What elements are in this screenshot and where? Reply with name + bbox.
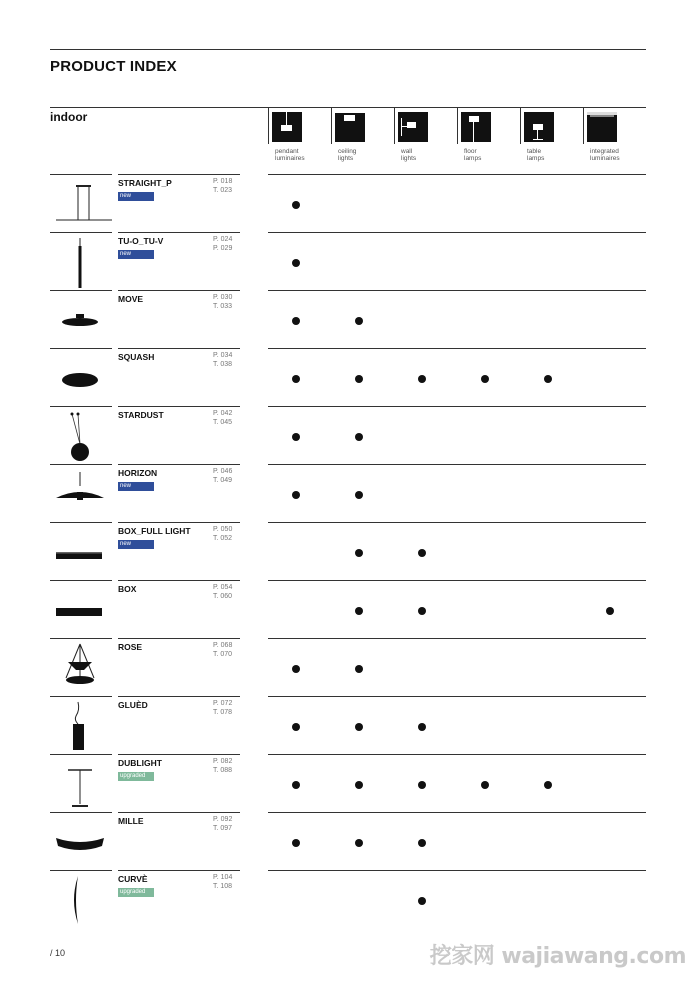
availability-dot: [292, 491, 300, 499]
category-label: [527, 148, 544, 162]
product-image: [50, 758, 112, 812]
row-rule-left: [50, 348, 112, 349]
row-rule-middle: [118, 696, 240, 697]
page-reference-2: T. 038: [213, 361, 233, 368]
category-label: [401, 148, 416, 162]
availability-dot: [544, 781, 552, 789]
category-label-line2: luminaires: [590, 155, 620, 162]
availability-dot: [418, 839, 426, 847]
page-reference-2: P. 029: [213, 245, 233, 252]
row-rule-left: [50, 754, 112, 755]
page-reference-1: P. 030: [213, 294, 233, 301]
availability-dot: [355, 839, 363, 847]
product-name: SQUASH: [118, 352, 155, 362]
row-rule-middle: [118, 812, 240, 813]
page-reference: [213, 409, 232, 427]
availability-dot: [292, 201, 300, 209]
category-separator: [583, 108, 584, 144]
status-badge: new: [118, 482, 154, 491]
page-reference-1: P. 082: [213, 758, 233, 765]
section-heading: indoor: [50, 110, 88, 124]
availability-dot: [418, 897, 426, 905]
product-image: [50, 526, 112, 580]
category-label-line2: lights: [401, 155, 417, 162]
product-name: TU-O_TU-V: [118, 236, 164, 246]
page-reference: [213, 293, 232, 311]
availability-dot: [292, 317, 300, 325]
row-rule-right: [268, 232, 646, 233]
page-reference-1: P. 072: [213, 700, 233, 707]
category-separator: [520, 108, 521, 144]
availability-dot: [355, 317, 363, 325]
status-badge: upgraded: [118, 772, 154, 781]
product-name: ROSE: [118, 642, 143, 652]
availability-dot: [544, 375, 552, 383]
page-reference-1: P. 042: [213, 410, 233, 417]
category-separator: [394, 108, 395, 144]
row-rule-middle: [118, 232, 240, 233]
category-label-line1: integrated: [590, 148, 619, 155]
row-rule-middle: [118, 348, 240, 349]
product-name: BOX: [118, 584, 137, 594]
availability-dot: [418, 607, 426, 615]
page-reference-1: P. 050: [213, 526, 233, 533]
product-name: HORIZON: [118, 468, 158, 478]
page-reference: [213, 699, 232, 717]
page-reference-2: T. 045: [213, 419, 233, 426]
product-name: GLUÈD: [118, 700, 148, 710]
row-rule-right: [268, 754, 646, 755]
availability-dot: [292, 375, 300, 383]
row-rule-right: [268, 406, 646, 407]
row-rule-middle: [118, 290, 240, 291]
availability-dot: [292, 259, 300, 267]
row-rule-right: [268, 174, 646, 175]
product-image: [50, 642, 112, 696]
page-reference-2: T. 070: [213, 651, 233, 658]
page-reference-1: P. 024: [213, 236, 233, 243]
status-badge: new: [118, 192, 154, 201]
row-rule-left: [50, 290, 112, 291]
category-separator: [268, 108, 269, 144]
page-reference-2: T. 108: [213, 883, 233, 890]
page-reference-2: T. 023: [213, 187, 233, 194]
availability-dot: [292, 839, 300, 847]
section-rule: [50, 107, 646, 108]
category-label-line2: luminaires: [275, 155, 305, 162]
status-badge: new: [118, 540, 154, 549]
product-name: DUBLIGHT: [118, 758, 162, 768]
top-rule: [50, 49, 646, 50]
page-reference-1: P. 068: [213, 642, 233, 649]
page-reference-2: T. 049: [213, 477, 233, 484]
availability-dot: [292, 433, 300, 441]
product-image: [50, 816, 112, 870]
availability-dot: [418, 375, 426, 383]
page-reference-2: T. 052: [213, 535, 233, 542]
page-reference: [213, 525, 232, 543]
availability-dot: [292, 665, 300, 673]
ceiling-icon: [335, 112, 365, 142]
availability-dot: [481, 375, 489, 383]
page-reference: [213, 467, 232, 485]
availability-dot: [355, 665, 363, 673]
availability-dot: [355, 607, 363, 615]
category-label: [590, 148, 620, 162]
availability-dot: [418, 723, 426, 731]
category-label-line2: lamps: [527, 155, 545, 162]
row-rule-middle: [118, 754, 240, 755]
page-reference: [213, 351, 232, 369]
availability-dot: [292, 781, 300, 789]
row-rule-left: [50, 406, 112, 407]
page-number: / 10: [50, 948, 66, 958]
page-reference-1: P. 034: [213, 352, 233, 359]
page-title: PRODUCT INDEX: [50, 58, 177, 75]
availability-dot: [355, 433, 363, 441]
product-image: [50, 294, 112, 348]
page-reference: [213, 583, 232, 601]
category-label: [464, 148, 481, 162]
category-label-line1: floor: [464, 148, 477, 155]
status-badge: upgraded: [118, 888, 154, 897]
product-name: BOX_FULL LIGHT: [118, 526, 191, 536]
page-reference-2: T. 088: [213, 767, 233, 774]
row-rule-right: [268, 870, 646, 871]
integrated-icon: [587, 112, 617, 142]
row-rule-middle: [118, 464, 240, 465]
row-rule-left: [50, 522, 112, 523]
row-rule-middle: [118, 174, 240, 175]
page-reference-2: T. 078: [213, 709, 233, 716]
status-badge: new: [118, 250, 154, 259]
product-image: [50, 874, 112, 928]
category-separator: [457, 108, 458, 144]
pendant-icon: [272, 112, 302, 142]
row-rule-right: [268, 464, 646, 465]
row-rule-middle: [118, 406, 240, 407]
row-rule-right: [268, 812, 646, 813]
category-label-line2: lights: [338, 155, 354, 162]
watermark: 挖家网 wajiawang.com: [429, 944, 686, 969]
availability-dot: [481, 781, 489, 789]
row-rule-right: [268, 522, 646, 523]
row-rule-left: [50, 464, 112, 465]
row-rule-left: [50, 580, 112, 581]
wall-icon: [398, 112, 428, 142]
category-label-line1: ceiling: [338, 148, 357, 155]
row-rule-right: [268, 696, 646, 697]
product-image: [50, 352, 112, 406]
category-label-line1: wall: [401, 148, 413, 155]
category-label-line1: pendant: [275, 148, 299, 155]
row-rule-right: [268, 290, 646, 291]
page-reference: [213, 177, 232, 195]
page-reference-2: T. 097: [213, 825, 233, 832]
page-reference: [213, 873, 232, 891]
category-label: [275, 148, 305, 162]
page-reference: [213, 757, 232, 775]
product-image: [50, 178, 112, 232]
table-icon: [524, 112, 554, 142]
availability-dot: [355, 723, 363, 731]
product-name: CURVÈ: [118, 874, 148, 884]
product-name: MILLE: [118, 816, 144, 826]
product-image: [50, 236, 112, 290]
row-rule-left: [50, 696, 112, 697]
availability-dot: [355, 491, 363, 499]
availability-dot: [355, 375, 363, 383]
page-reference-1: P. 018: [213, 178, 233, 185]
product-image: [50, 584, 112, 638]
row-rule-middle: [118, 870, 240, 871]
page-reference-2: T. 060: [213, 593, 233, 600]
row-rule-left: [50, 870, 112, 871]
page-reference-1: P. 104: [213, 874, 233, 881]
product-image: [50, 700, 112, 754]
page-reference: [213, 815, 232, 833]
row-rule-middle: [118, 638, 240, 639]
category-separator: [331, 108, 332, 144]
row-rule-right: [268, 348, 646, 349]
row-rule-left: [50, 812, 112, 813]
availability-dot: [606, 607, 614, 615]
availability-dot: [418, 781, 426, 789]
availability-dot: [355, 549, 363, 557]
product-image: [50, 468, 112, 522]
availability-dot: [292, 723, 300, 731]
row-rule-left: [50, 232, 112, 233]
row-rule-right: [268, 580, 646, 581]
product-name: STARDUST: [118, 410, 164, 420]
floor-icon: [461, 112, 491, 142]
product-name: MOVE: [118, 294, 144, 304]
row-rule-middle: [118, 580, 240, 581]
page-reference: [213, 641, 232, 659]
page-reference-1: P. 046: [213, 468, 233, 475]
availability-dot: [355, 781, 363, 789]
category-label-line2: lamps: [464, 155, 482, 162]
product-image: [50, 410, 112, 464]
page-reference-1: P. 054: [213, 584, 233, 591]
availability-dot: [418, 549, 426, 557]
row-rule-right: [268, 638, 646, 639]
row-rule-middle: [118, 522, 240, 523]
category-label-line1: table: [527, 148, 542, 155]
row-rule-left: [50, 638, 112, 639]
page-reference-2: T. 033: [213, 303, 233, 310]
page-reference-1: P. 092: [213, 816, 233, 823]
row-rule-left: [50, 174, 112, 175]
category-label: [338, 148, 356, 162]
product-name: STRAIGHT_P: [118, 178, 172, 188]
page-reference: [213, 235, 232, 253]
